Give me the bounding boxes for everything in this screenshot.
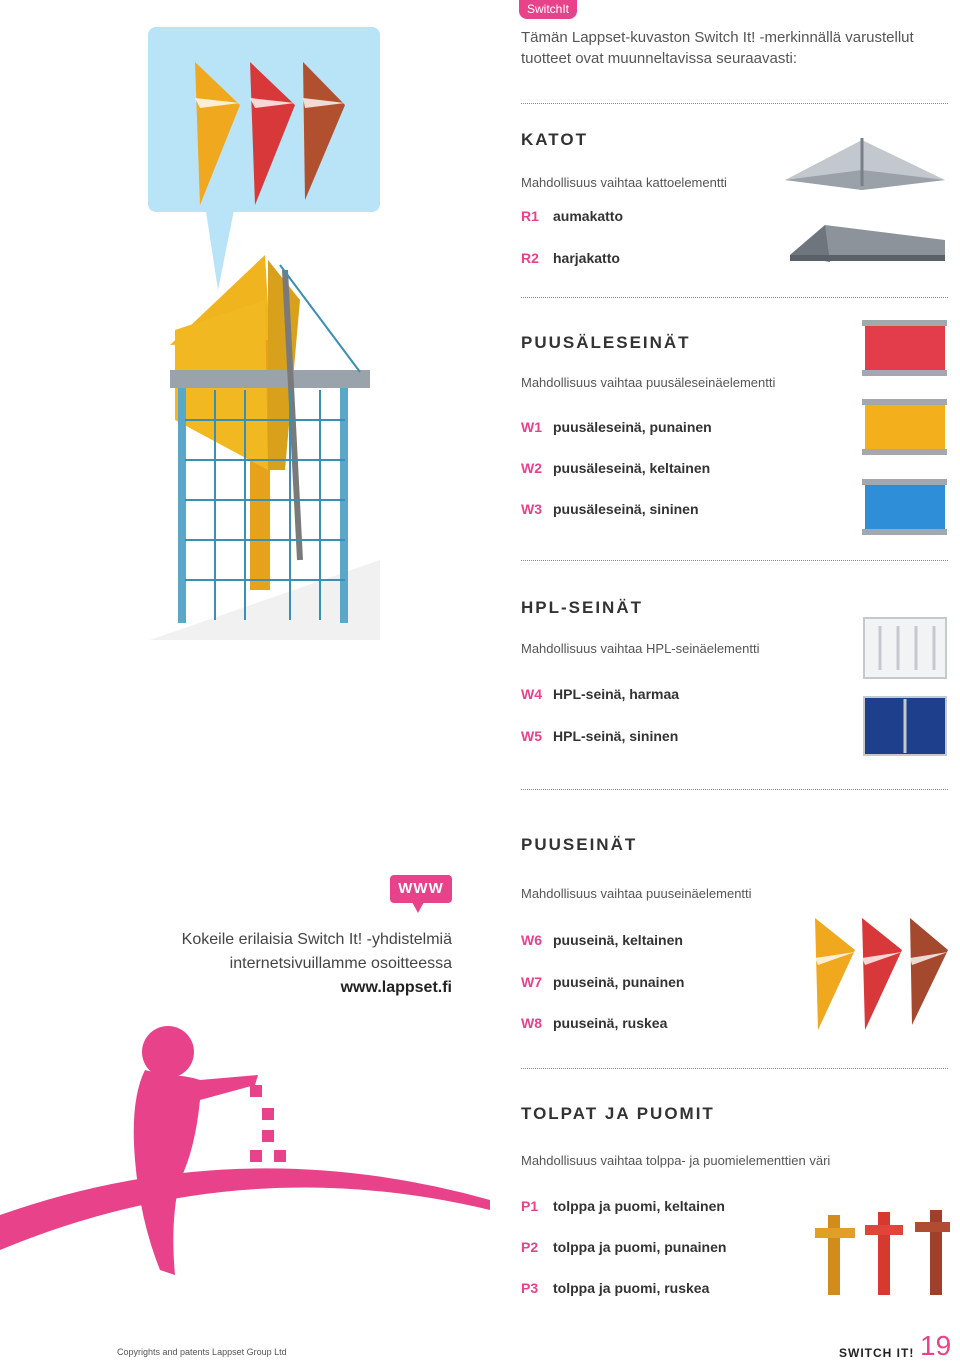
- item-code: P1: [521, 1198, 539, 1214]
- item-code: W8: [521, 1015, 542, 1031]
- item-code: W4: [521, 686, 542, 702]
- page-number: 19: [920, 1330, 952, 1361]
- slat-wall-blue-image: [862, 479, 947, 535]
- slat-wall-yellow-image: [862, 399, 947, 455]
- item-label: puuseinä, ruskea: [553, 1015, 668, 1031]
- website-callout-line1: Kokeile erilaisia Switch It! -yhdistelmiä: [181, 931, 452, 948]
- item-code: W5: [521, 728, 542, 744]
- hpl-wall-blue-image: [864, 697, 946, 755]
- item-label: puuseinä, keltainen: [553, 932, 683, 948]
- section-title-posts: TOLPAT JA PUOMIT: [521, 1104, 715, 1123]
- switchit-badge: SwitchIt: [519, 0, 577, 19]
- list-item: [521, 458, 710, 478]
- item-label: HPL-seinä, sininen: [553, 728, 679, 744]
- item-label: tolppa ja puomi, punainen: [553, 1239, 727, 1255]
- item-label: aumakatto: [553, 208, 624, 224]
- item-label: puusäleseinä, punainen: [553, 419, 712, 435]
- item-code: W6: [521, 932, 542, 948]
- triangle-red: [250, 62, 295, 205]
- child-silhouette-graphic: [0, 1026, 490, 1275]
- bubble-tail: [205, 205, 235, 290]
- divider-5: [521, 1068, 948, 1069]
- www-badge-tail: [412, 902, 424, 913]
- roof-hip-image: [785, 138, 945, 190]
- climbing-structure: [150, 255, 380, 640]
- section-desc-hpl-walls: Mahdollisuus vaihtaa HPL-seinäelementti: [521, 641, 760, 656]
- roof-gable-image: [790, 225, 945, 262]
- list-item: [521, 417, 712, 437]
- list-item: [521, 1278, 709, 1298]
- divider-1: [521, 103, 948, 104]
- item-code: R1: [521, 208, 539, 224]
- item-label: tolppa ja puomi, ruskea: [553, 1280, 710, 1296]
- item-label: tolppa ja puomi, keltainen: [553, 1198, 725, 1214]
- list-item: [521, 930, 683, 950]
- item-code: P2: [521, 1239, 539, 1255]
- divider-3: [521, 560, 948, 561]
- website-callout-line2: internetsivuillamme osoitteessa: [229, 955, 452, 972]
- section-title-roofs: KATOT: [521, 130, 588, 149]
- hpl-wall-grey-image: [864, 618, 946, 678]
- list-item: [521, 206, 623, 226]
- divider-4: [521, 789, 948, 790]
- footer-brand: SWITCH IT!: [839, 1346, 915, 1360]
- website-callout: [150, 928, 452, 1000]
- wood-wall-triangles-image: [815, 918, 948, 1030]
- item-code: P3: [521, 1280, 539, 1296]
- posts-beams-image: [815, 1210, 950, 1295]
- slat-wall-red-image: [862, 320, 947, 376]
- item-label: puusäleseinä, keltainen: [553, 460, 711, 476]
- intro-text: Tämän Lappset-kuvaston Switch It! -merkinnällä varustellut tuotteet ovat muunneltavissa seuraavasti:: [521, 29, 914, 67]
- item-label: puusäleseinä, sininen: [553, 501, 699, 517]
- section-desc-slat-walls: Mahdollisuus vaihtaa puusäleseinäelementti: [521, 375, 776, 390]
- triangle-panels-preview: [195, 62, 345, 205]
- item-code: R2: [521, 250, 539, 266]
- list-item: [521, 726, 678, 746]
- list-item: [521, 499, 699, 519]
- list-item: [521, 1237, 726, 1257]
- section-title-wood-walls: PUUSEINÄT: [521, 835, 638, 854]
- list-item: [521, 1196, 725, 1216]
- section-title-slat-walls: PUUSÄLESEINÄT: [521, 333, 691, 352]
- www-badge: WWW: [390, 875, 452, 903]
- triangle-yellow: [195, 62, 240, 205]
- item-code: W7: [521, 974, 542, 990]
- list-item: [521, 1013, 667, 1033]
- item-code: W2: [521, 460, 542, 476]
- section-desc-roofs: Mahdollisuus vaihtaa kattoelementti: [521, 175, 727, 190]
- item-code: W1: [521, 419, 542, 435]
- section-title-hpl-walls: HPL-SEINÄT: [521, 598, 643, 617]
- list-item: [521, 972, 684, 992]
- list-item: [521, 248, 620, 268]
- footer-copyright: Copyrights and patents Lappset Group Ltd: [117, 1347, 287, 1357]
- item-label: HPL-seinä, harmaa: [553, 686, 680, 702]
- list-item: [521, 684, 679, 704]
- item-code: W3: [521, 501, 542, 517]
- divider-2: [521, 297, 948, 298]
- item-label: harjakatto: [553, 250, 620, 266]
- section-desc-wood-walls: Mahdollisuus vaihtaa puuseinäelementti: [521, 886, 752, 901]
- website-link[interactable]: www.lappset.fi: [340, 979, 452, 996]
- item-label: puuseinä, punainen: [553, 974, 685, 990]
- section-desc-posts: Mahdollisuus vaihtaa tolppa- ja puomielementtien väri: [521, 1153, 831, 1168]
- triangle-brown: [303, 62, 345, 200]
